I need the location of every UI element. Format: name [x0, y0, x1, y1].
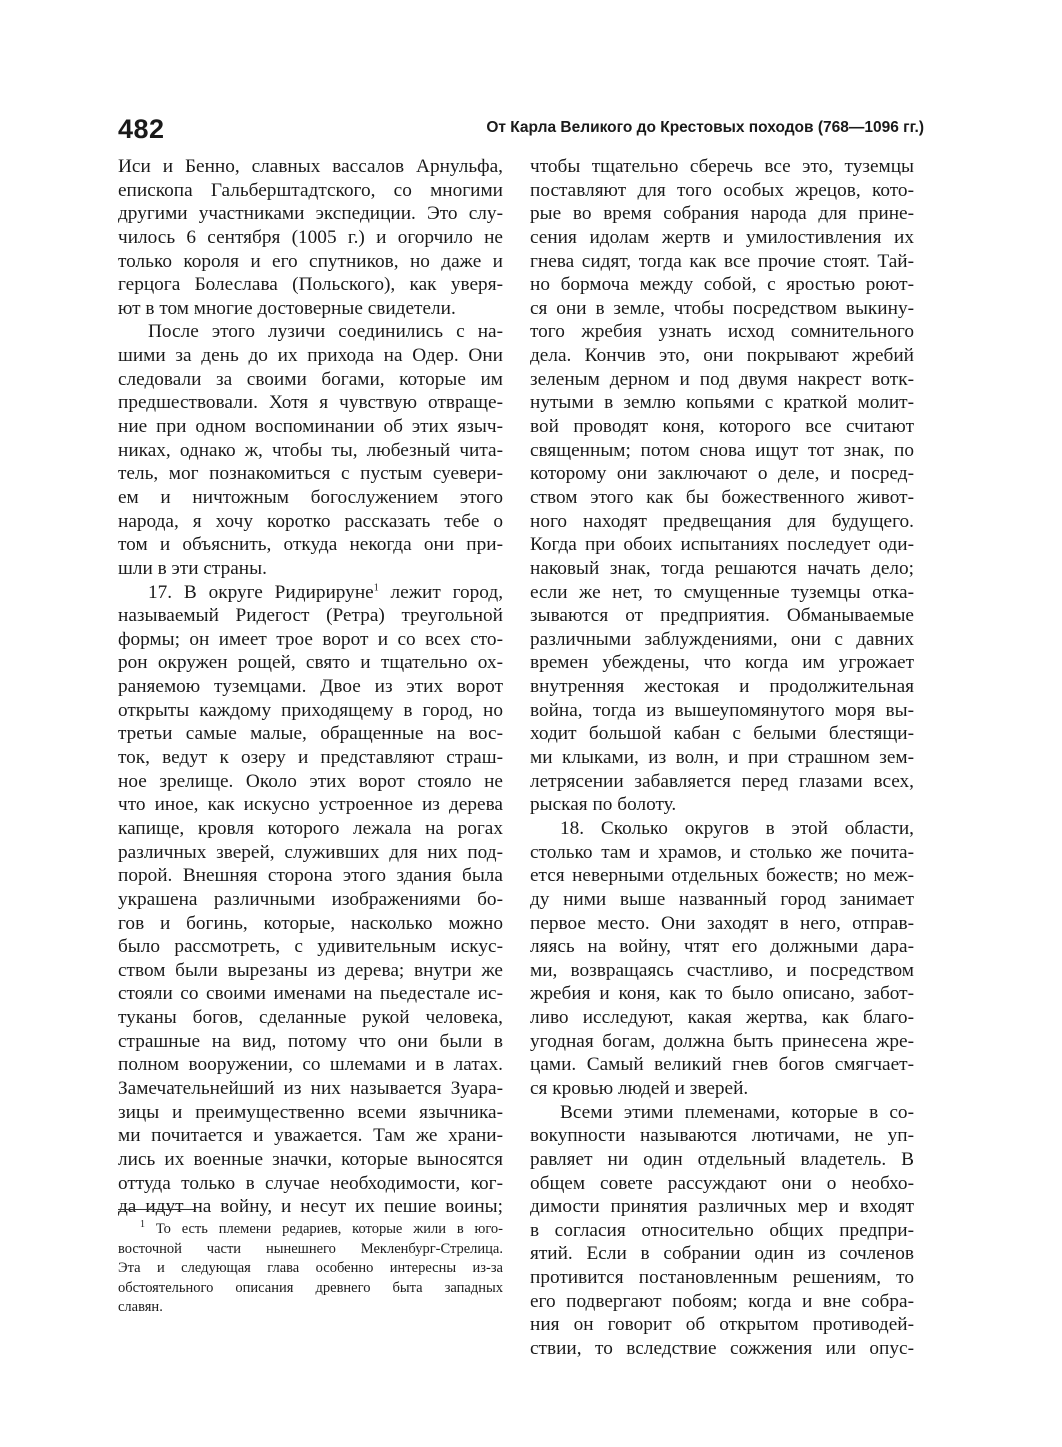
- text-line: третьи самые малые, обращенные на вос-: [118, 723, 503, 745]
- text-line: ми почитается и уважается. Там же храни-: [118, 1125, 503, 1147]
- text-line: называемый Ридегост (Ретра) треугольной: [118, 605, 503, 627]
- text-line: зеленым дерном и под двумя накрест вотк-: [530, 368, 914, 390]
- text-line: священным; потом снова ищут тот знак, по: [530, 439, 914, 461]
- text-line: его подвергают побоям; когда и вне собра-: [530, 1290, 914, 1312]
- text-line: рые во время собрания народа для прине-: [530, 203, 914, 225]
- text-line-with-footnote: [118, 581, 503, 605]
- footnote-line: обстоятельного описания древнего быта западных: [118, 1279, 503, 1296]
- text-line: порой. Внешняя сторона этого здания была: [118, 865, 503, 887]
- text-line: рыская по болоту.: [530, 794, 677, 816]
- text-line: ду ними выше названный город занимает: [530, 888, 914, 910]
- text-line: открыты каждому приходящему в город, но: [118, 699, 503, 721]
- text-line: если же нет, то смущенные туземцы отка-: [530, 581, 914, 603]
- text-line: ся кровью людей и зверей.: [530, 1077, 749, 1099]
- text-line: никах, однако ж, чтобы ты, любезный чита-: [118, 439, 503, 461]
- text-line: времен убеждены, что когда им угрожает: [530, 652, 914, 674]
- text-line: рон окружен рощей, свято и тщательно ох-: [118, 652, 503, 674]
- text-line: ством были вырезаны из дерева; внутри же: [118, 959, 503, 981]
- text-line: Иси и Бенно, славных вассалов Арнульфа,: [118, 156, 503, 177]
- text-line: димости принятия различных мер и входят: [530, 1196, 914, 1218]
- left-column: [118, 155, 503, 1219]
- text-line: ходит большой кабан с белыми блестящи-: [530, 723, 914, 745]
- text-line: ное зрелище. Около этих ворот стояло не: [118, 770, 503, 792]
- text-line: зицы и преимущественно всеми язычника-: [118, 1101, 503, 1123]
- text-line: летрясении забавляется перед глазами всех,: [530, 770, 914, 792]
- text-line: ми клыками, из волн, и при страшном зем-: [530, 747, 914, 769]
- text-line: только короля и его спутников, но даже и: [118, 250, 503, 272]
- text-line: жребия и коня, как то было описано, забот-: [530, 983, 914, 1005]
- footnote-marker: 1: [373, 582, 379, 594]
- text-line: предшествовали. Хотя я чувствую отвраще-: [118, 392, 503, 414]
- text-fragment: 17. В округе Ридирируне: [148, 581, 374, 603]
- footnote-number: 1: [140, 1219, 145, 1231]
- text-line: ние при одном воспоминании об этих языч-: [118, 416, 503, 438]
- text-line: герцога Болеслава (Польского), как уверя-: [118, 274, 503, 296]
- text-line: Всеми этими племенами, которые в со-: [560, 1101, 914, 1123]
- text-line: в согласия относительно общих предпри-: [530, 1219, 914, 1241]
- text-line: гнева сидят, тогда как все прочие стоят. Тай-: [530, 250, 914, 272]
- text-line: да идут на войну, и несут их пешие воины;: [118, 1196, 503, 1218]
- text-line: стояли со своими именами на пьедестале ис-: [118, 983, 503, 1005]
- text-line: епископа Гальберштадтского, со многими: [118, 179, 503, 201]
- text-line: ством этого как бы божественного живот-: [530, 486, 914, 508]
- text-line: цами. Самый великий гнев богов смягчает-: [530, 1054, 914, 1076]
- page-header: [118, 112, 924, 146]
- text-line: внутренняя жестокая и продолжительная: [530, 676, 914, 698]
- text-line: гов и богинь, которые, насколько можно: [118, 912, 503, 934]
- text-line: вой проводят коня, которого все считают: [530, 416, 914, 438]
- text-line: 18. Сколько округов в этой области,: [560, 817, 914, 839]
- text-line: поставляют для того особых жрецов, кото-: [530, 179, 914, 201]
- text-line: чилось 6 сентября (1005 г.) и огорчило не: [118, 226, 503, 248]
- text-line: ния он говорит об открытом противодей-: [530, 1314, 914, 1336]
- text-line: тель, мог познакомиться с пустым суевери-: [118, 463, 503, 485]
- text-line: ного находят предвещания для будущего.: [530, 510, 914, 532]
- text-line: различных зверей, служивших для них под-: [118, 841, 503, 863]
- footnote-text: То есть племени редариев, которые жили в юго-: [155, 1221, 504, 1237]
- text-line: другими участниками экспедиции. Это слу-: [118, 203, 503, 225]
- footnote-line: [118, 1220, 503, 1240]
- text-line: шими за день до их прихода на Одер. Они: [118, 345, 503, 367]
- text-line: Замечательнейший из них называется Зуара-: [118, 1077, 503, 1099]
- text-line: ляясь на войну, чтят его должными дара-: [530, 936, 914, 958]
- text-line: ется неверными отдельных божеств; но меж-: [530, 865, 914, 887]
- text-line: общем совете рассуждают они о необхо-: [530, 1172, 914, 1194]
- text-line: ем и ничтожным богослужением этого: [118, 486, 503, 508]
- text-line: лись их военные значки, которые выносятся: [118, 1148, 503, 1170]
- text-line: туканы богов, сделанные рукой человека,: [118, 1007, 503, 1029]
- page-number: 482: [118, 114, 165, 144]
- text-line: нутыми в землю копьями с краткой молит-: [530, 392, 914, 414]
- text-line: зываются от предприятия. Обманываемые: [530, 605, 914, 627]
- text-line: первое место. Они заходят в него, отправ-: [530, 912, 914, 934]
- text-line: война, тогда из вышеупомянутого моря вы-: [530, 699, 914, 721]
- text-line: Когда при обоих испытаниях последует оди-: [530, 534, 914, 556]
- text-line: сения идолам жертв и умилостивления их: [530, 226, 914, 248]
- text-line: народа, я хочу коротко рассказать тебе о: [118, 510, 503, 532]
- running-title: От Карла Великого до Крестовых походов (768—1096 гг.): [486, 119, 924, 136]
- text-line: угодная богам, должна быть принесена жре-: [530, 1030, 914, 1052]
- text-line: том и объяснить, откуда некогда они при-: [118, 534, 503, 556]
- text-line: оттуда только в случае необходимости, ког-: [118, 1172, 503, 1194]
- text-fragment: лежит город,: [378, 581, 504, 603]
- text-line: ток, ведут к озеру и представляют страш-: [118, 747, 503, 769]
- text-line: столько там и храмов, и столько же почита-: [530, 841, 914, 863]
- text-line: ливо исследуют, какая жертва, как благо-: [530, 1007, 914, 1029]
- text-line: того жребия узнать исход сомнительного: [530, 321, 914, 343]
- text-line: что иное, как искусно устроенное из дерева: [118, 794, 503, 816]
- footnote-line: Эта и следующая глава особенно интересны из-за: [118, 1260, 503, 1276]
- text-line: различными заблуждениями, они с давних: [530, 628, 914, 650]
- text-line: ют в том многие достоверные свидетели.: [118, 297, 456, 319]
- footnote-line: славян.: [118, 1299, 163, 1315]
- text-line: ся они в земле, чтобы посредством выкину-: [530, 297, 914, 319]
- text-line: вокупности называются лютичами, не уп-: [530, 1125, 914, 1147]
- text-line: шли в эти страны.: [118, 557, 267, 579]
- text-line: украшена различными изображениями бо-: [118, 888, 503, 910]
- text-line: противится постановленным решениям, то: [530, 1267, 914, 1289]
- text-line: следовали за своими богами, которые им: [118, 368, 503, 390]
- text-line: страшные на вид, потому что они были в: [118, 1030, 503, 1052]
- footnote: [118, 1220, 503, 1318]
- text-line: полном вооружении, со шлемами и в латах.: [118, 1054, 503, 1076]
- text-line: раняемою туземцами. Двое из этих ворот: [118, 676, 503, 698]
- text-line: дела. Кончив это, они покрывают жребий: [530, 345, 914, 367]
- text-line: ми, возвращаясь счастливо, и посредством: [530, 959, 914, 981]
- text-line: наковый знак, тогда решаются начать дело;: [530, 557, 914, 579]
- right-column: [530, 155, 914, 1361]
- text-line: равляет ни один отдельный владетель. В: [530, 1148, 914, 1170]
- text-line: которому они заключают о деле, и посред-: [530, 463, 914, 485]
- footnote-divider: [118, 1209, 196, 1210]
- text-line: ятий. Если в собрании один из сочленов: [530, 1243, 914, 1265]
- text-line: После этого лузичи соединились с на-: [148, 321, 503, 343]
- text-line: капище, кровля которого лежала на рогах: [118, 817, 503, 839]
- text-line: но бормоча между собой, с яростью роют-: [530, 274, 914, 296]
- text-line: формы; он имеет трое ворот и со всех сто-: [118, 628, 503, 650]
- footnote-line: восточной части нынешнего Мекленбург-Стрелица.: [118, 1240, 503, 1257]
- text-line: чтобы тщательно сберечь все это, туземцы: [530, 156, 914, 177]
- text-line: было рассмотреть, с удивительным искус-: [118, 936, 503, 958]
- text-line: ствии, то вследствие сожжения или опус-: [530, 1338, 914, 1360]
